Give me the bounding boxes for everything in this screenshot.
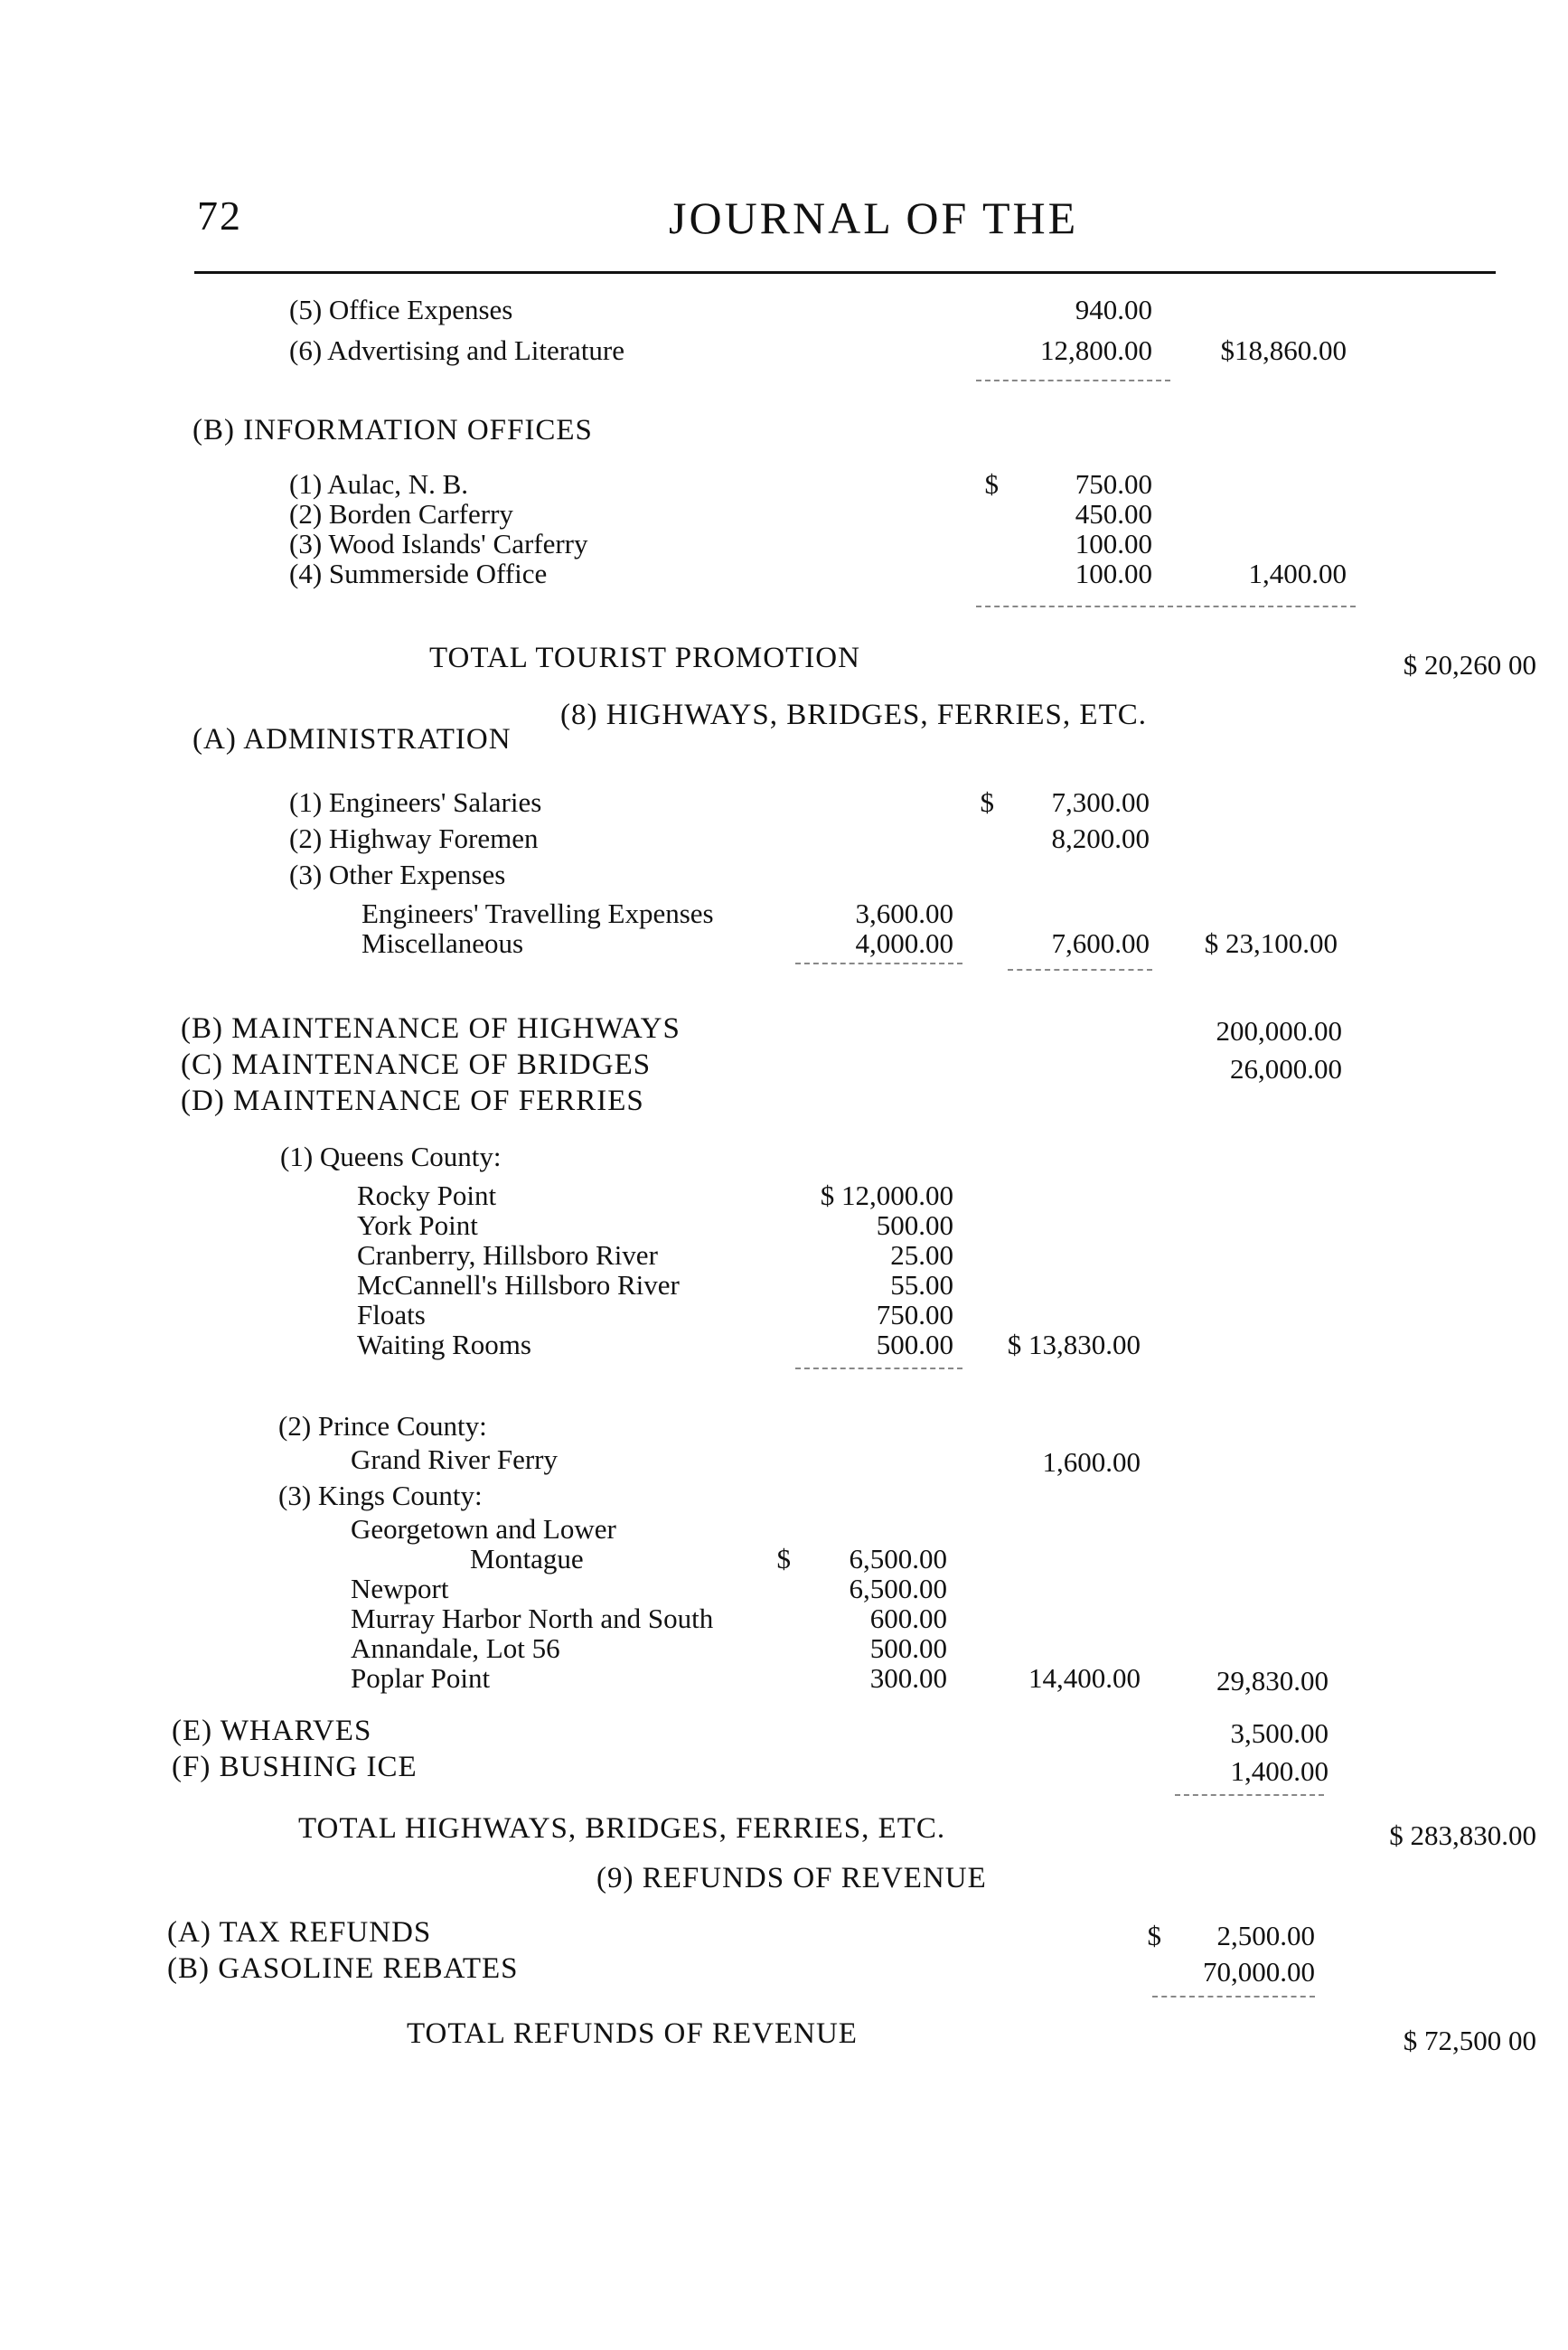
amount-value: 200,000.00 xyxy=(1216,1015,1342,1047)
line-item-label: Poplar Point xyxy=(351,1662,491,1694)
subtotal-rule xyxy=(795,1368,962,1369)
amount-value: 1,400.00 xyxy=(1230,1755,1329,1787)
amount-value: $ 20,260 00 xyxy=(1403,649,1536,681)
amount-value: 7,300.00 xyxy=(1051,786,1150,818)
section-heading: (8) HIGHWAYS, BRIDGES, FERRIES, ETC. xyxy=(560,699,1147,731)
amount-value: 500.00 xyxy=(876,1329,953,1360)
header-rule xyxy=(194,271,1496,274)
line-item-label: (1) Queens County: xyxy=(280,1141,502,1172)
amount-value: $ 23,100.00 xyxy=(1204,927,1338,959)
line-item-label: (3) Kings County: xyxy=(278,1480,483,1511)
line-item-label: (4) Summerside Office xyxy=(289,558,548,589)
section-heading: (A) TAX REFUNDS xyxy=(167,1916,432,1949)
line-item-label: Murray Harbor North and South xyxy=(351,1603,714,1634)
amount-value: 55.00 xyxy=(890,1269,953,1301)
section-heading: (B) GASOLINE REBATES xyxy=(167,1952,519,1985)
amount-value: 750.00 xyxy=(1075,468,1152,500)
amount-value: 100.00 xyxy=(1075,558,1152,589)
section-heading: (F) BUSHING ICE xyxy=(172,1751,418,1783)
amount-value: 7,600.00 xyxy=(1051,927,1150,959)
amount-value: 300.00 xyxy=(869,1662,947,1694)
section-heading: (B) MAINTENANCE OF HIGHWAYS xyxy=(181,1012,681,1045)
line-item-label: Engineers' Travelling Expenses xyxy=(361,898,714,929)
amount-value: 6,500.00 xyxy=(849,1573,947,1604)
amount-value: 12,800.00 xyxy=(1040,334,1152,366)
amount-value: 8,200.00 xyxy=(1051,822,1150,854)
amount-value: 1,400.00 xyxy=(1248,558,1347,589)
section-heading: TOTAL REFUNDS OF REVENUE xyxy=(407,2017,858,2050)
amount-value: $ 72,500 00 xyxy=(1403,2025,1536,2056)
amount-value: 70,000.00 xyxy=(1203,1956,1315,1988)
line-item-label: Floats xyxy=(357,1299,426,1330)
line-item-label: Annandale, Lot 56 xyxy=(351,1632,560,1664)
section-heading: TOTAL HIGHWAYS, BRIDGES, FERRIES, ETC. xyxy=(298,1812,946,1845)
amount-value: $ xyxy=(776,1543,791,1574)
subtotal-rule xyxy=(1008,969,1152,971)
subtotal-rule xyxy=(976,606,1356,607)
line-item-label: Grand River Ferry xyxy=(351,1443,558,1475)
amount-value: 4,000.00 xyxy=(855,927,953,959)
subtotal-rule xyxy=(795,963,962,964)
amount-value: 940.00 xyxy=(1075,294,1152,325)
page-title: JOURNAL OF THE xyxy=(669,193,1079,243)
subtotal-rule xyxy=(976,380,1170,381)
line-item-label: (1) Engineers' Salaries xyxy=(289,786,542,818)
line-item-label: (1) Aulac, N. B. xyxy=(289,468,469,500)
line-item-label: Georgetown and Lower xyxy=(351,1513,616,1545)
amount-value: $ xyxy=(984,468,999,500)
line-item-label: (3) Other Expenses xyxy=(289,859,506,890)
amount-value: 3,600.00 xyxy=(855,898,953,929)
line-item-label: Montague xyxy=(470,1543,584,1574)
amount-value: 750.00 xyxy=(876,1299,953,1330)
line-item-label: (6) Advertising and Literature xyxy=(289,334,625,366)
line-item-label: Newport xyxy=(351,1573,449,1604)
line-item-label: (3) Wood Islands' Carferry xyxy=(289,528,588,559)
amount-value: $18,860.00 xyxy=(1220,334,1347,366)
section-heading: (B) INFORMATION OFFICES xyxy=(192,414,593,446)
amount-value: $ 283,830.00 xyxy=(1389,1819,1536,1851)
line-item-label: Cranberry, Hillsboro River xyxy=(357,1239,658,1271)
line-item-label: Waiting Rooms xyxy=(357,1329,531,1360)
line-item-label: York Point xyxy=(357,1209,478,1241)
line-item-label: (2) Prince County: xyxy=(278,1410,487,1442)
amount-value: 2,500.00 xyxy=(1216,1920,1315,1951)
amount-value: 25.00 xyxy=(890,1239,953,1271)
section-heading: (E) WHARVES xyxy=(172,1715,372,1747)
section-heading: (C) MAINTENANCE OF BRIDGES xyxy=(181,1048,652,1081)
amount-value: 6,500.00 xyxy=(849,1543,947,1574)
amount-value: $ 13,830.00 xyxy=(1007,1329,1141,1360)
amount-value: 500.00 xyxy=(869,1632,947,1664)
amount-value: 450.00 xyxy=(1075,498,1152,530)
amount-value: 3,500.00 xyxy=(1230,1717,1329,1749)
section-heading: (D) MAINTENANCE OF FERRIES xyxy=(181,1085,644,1117)
amount-value: $ xyxy=(980,786,994,818)
amount-value: 500.00 xyxy=(876,1209,953,1241)
line-item-label: Miscellaneous xyxy=(361,927,524,959)
line-item-label: (5) Office Expenses xyxy=(289,294,513,325)
amount-value: 100.00 xyxy=(1075,528,1152,559)
amount-value: 600.00 xyxy=(869,1603,947,1634)
amount-value: $ xyxy=(1147,1920,1161,1951)
subtotal-rule xyxy=(1175,1794,1324,1796)
section-heading: (9) REFUNDS OF REVENUE xyxy=(596,1862,987,1894)
amount-value: 1,600.00 xyxy=(1042,1446,1141,1478)
page-number: 72 xyxy=(197,193,242,239)
line-item-label: (2) Borden Carferry xyxy=(289,498,513,530)
amount-value: 26,000.00 xyxy=(1230,1053,1342,1085)
line-item-label: Rocky Point xyxy=(357,1180,497,1211)
line-item-label: (2) Highway Foremen xyxy=(289,822,539,854)
section-heading: TOTAL TOURIST PROMOTION xyxy=(429,642,860,674)
section-heading: (A) ADMINISTRATION xyxy=(192,723,512,756)
subtotal-rule xyxy=(1152,1996,1315,1998)
line-item-label: McCannell's Hillsboro River xyxy=(357,1269,680,1301)
amount-value: 29,830.00 xyxy=(1216,1665,1329,1697)
amount-value: 14,400.00 xyxy=(1028,1662,1141,1694)
amount-value: $ 12,000.00 xyxy=(820,1180,953,1211)
